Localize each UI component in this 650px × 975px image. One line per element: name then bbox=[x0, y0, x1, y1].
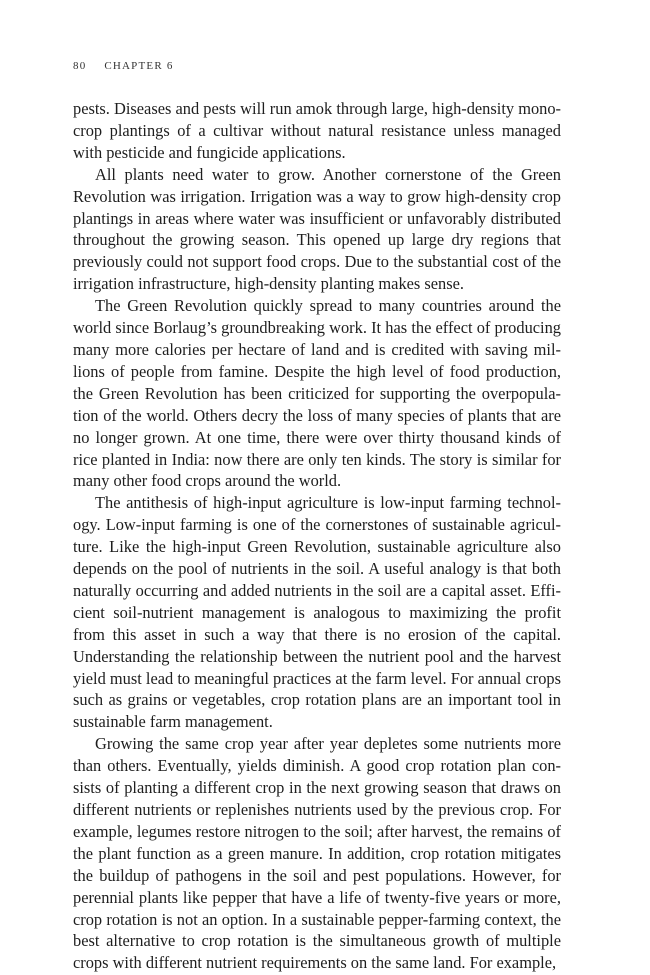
paragraph-crop-rotation: Growing the same crop year after year depletes some nutrients more than others. Eventually, yields diminish. A good crop rotation plan consists of planting a different crop in the next growing season that draws on different nutrients or replenishes nutrients used by the previous crop. For example, legumes restore nitrogen to the soil; after harvest, the remains of the plant function as a green manure. In addition, crop rotation mitigates the buildup of pathogens in the soil and pest populations. However, for perennial plants like pepper that have a life of twenty-five years or more, crop rotation is not an option. In a sustainable pepper-farming context, the best alternative to crop rotation is the simultaneous growth of multiple crops with different nutrient requirements on the same land. For example, bbox=[73, 734, 561, 973]
running-head bbox=[73, 60, 561, 74]
paragraph-low-input-farming: The antithesis of high-input agriculture is low-input farming technology. Low-input farming is one of the cornerstones of sustainable agriculture. Like the high-input Green Revolution, sustainable agriculture also depends on the pool of nutrients in the soil. A useful analogy is that both naturally occurring and added nutrients in the soil are a capital asset. Efficient soil-nutrient management is analogous to maximizing the profit from this asset in such a way that there is no erosion of the capital. Understanding the relationship between the nutrient pool and the harvest yield must lead to meaningful practices at the farm level. For annual crops such as grains or vegetables, crop rotation plans are an important tool in sustainable farm management. bbox=[73, 493, 561, 732]
paragraph-green-revolution-spread: The Green Revolution quickly spread to many countries around the world since Borlaug’s groundbreaking work. It has the effect of producing many more calories per hectare of land and is credited with saving millions of people from famine. Despite the high level of food production, the Green Revolution has been criticized for supporting the overpopulation of the world. Others decry the loss of many species of plants that are no longer grown. At one time, there were over thirty thousand kinds of rice planted in India: now there are only ten kinds. The story is similar for many other food crops around the world. bbox=[73, 296, 561, 491]
book-page bbox=[73, 60, 561, 974]
page-number: 80 bbox=[73, 60, 87, 72]
body-text bbox=[73, 98, 561, 974]
paragraph-continued: pests. Diseases and pests will run amok through large, high-density monocrop plantings of a cultivar without natural resistance unless managed with pesticide and fungicide applications. bbox=[73, 99, 561, 162]
paragraph-irrigation: All plants need water to grow. Another cornerstone of the Green Revolution was irrigation. Irrigation was a way to grow high-density crop plantings in areas where water was insufficient or unfavorably distributed throughout the growing season. This opened up large dry regions that previously could not support food crops. Due to the substantial cost of the irrigation infrastructure, high-density planting makes sense. bbox=[73, 164, 561, 294]
chapter-label: CHAPTER 6 bbox=[104, 60, 174, 72]
